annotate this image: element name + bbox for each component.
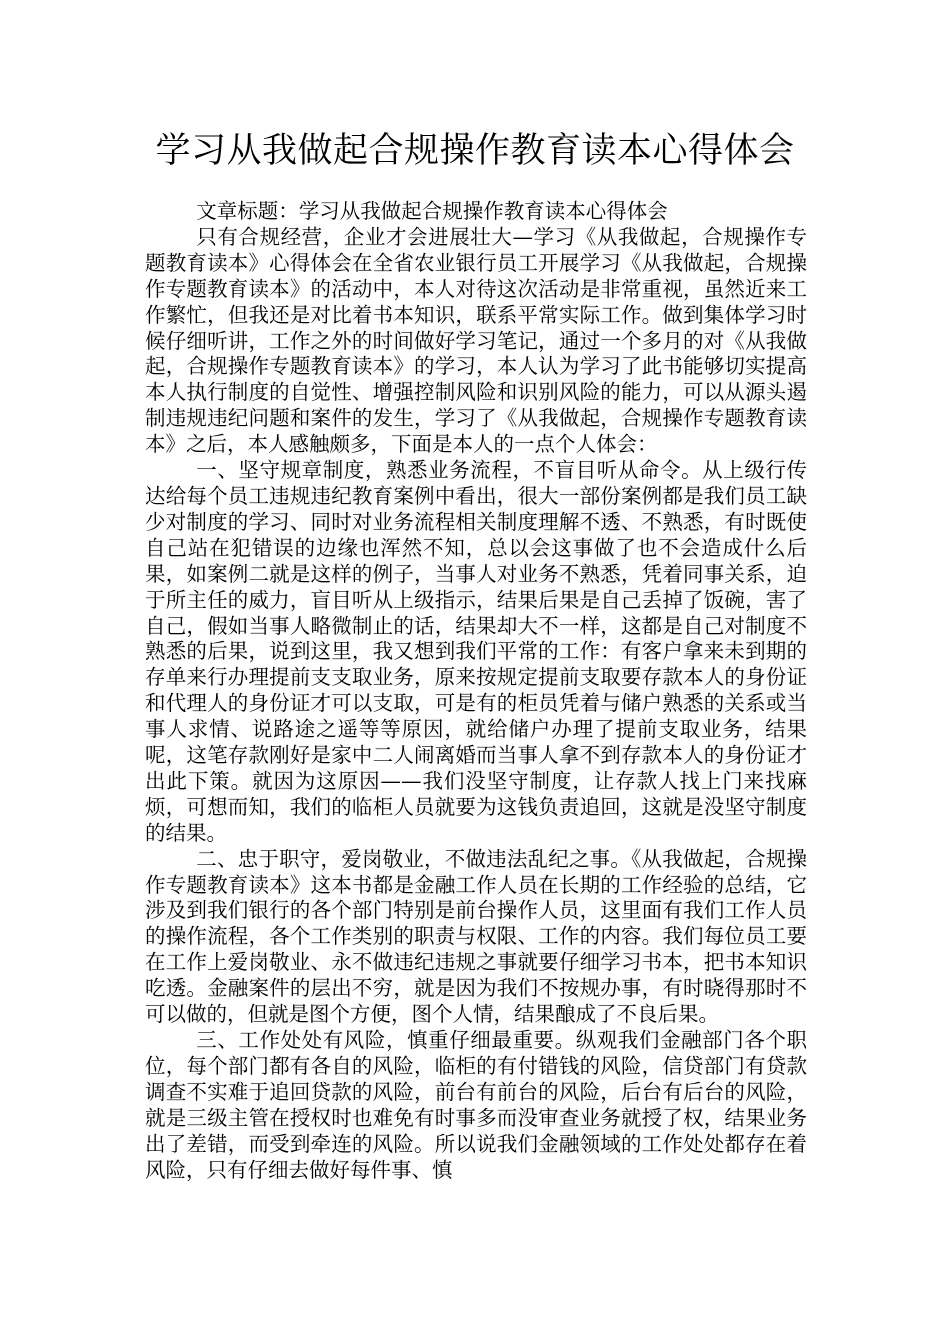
document-title: 学习从我做起合规操作教育读本心得体会 [155, 131, 795, 171]
section-three-paragraph: 三、工作处处有风险，慎重仔细最重要。纵观我们金融部门各个职位，每个部门都有各自的风险，临柜的有付错钱的风险，信贷部门有贷款调查不实难于追回贷款的风险，前台有前台的风险，后台有后台的风险，就是三级主管在授权时也难免有时事多而没审查业务就授了权，结果业务出了差错，而受到牵连的风险。所以说我们金融领域的工作处处都存在着风险，只有仔细去做好每件事、慎 [145, 1028, 807, 1182]
document-body [145, 199, 807, 1183]
intro-paragraph: 只有合规经营，企业才会进展壮大—学习《从我做起，合规操作专题教育读本》心得体会在全省农业银行员工开展学习《从我做起，合规操作专题教育读本》的活动中，本人对待这次活动是非常重视，虽然近来工作繁忙，但我还是对比着书本知识，联系平常实际工作。做到集体学习时候仔细听讲，工作之外的时间做好学习笔记，通过一个多月的对《从我做起，合规操作专题教育读本》的学习，本人认为学习了此书能够切实提高本人执行制度的自觉性、增强控制风险和识别风险的能力，可以从源头遏制违规违纪问题和案件的发生，学习了《从我做起，合规操作专题教育读本》之后，本人感触颇多，下面是本人的一点个人体会： [145, 224, 807, 457]
section-one-paragraph: 一、坚守规章制度，熟悉业务流程，不盲目听从命令。从上级行传达给每个员工违规违纪教育案例中看出，很大一部份案例都是我们员工缺少对制度的学习、同时对业务流程相关制度理解不透、不熟悉，有时既使自己站在犯错误的边缘也浑然不知，总以会这事做了也不会造成什么后果，如案例二就是这样的例子，当事人对业务不熟悉，凭着同事关系，迫于所主任的威力，盲目听从上级指示，结果后果是自己丢掉了饭碗，害了自己，假如当事人略微制止的话，结果却大不一样，这都是自己对制度不熟悉的后果，说到这里，我又想到我们平常的工作：有客户拿来未到期的存单来行办理提前支支取业务，原来按规定提前支取要存款本人的身份证和代理人的身份证才可以支取，可是有的柜员凭着与储户熟悉的关系或当事人求情、说路途之遥等等原因，就给储户办理了提前支取业务，结果呢，这笔存款刚好是家中二人闹离婚而当事人拿不到存款本人的身份证才出此下策。就因为这原因——我们没坚守制度，让存款人找上门来找麻烦，可想而知，我们的临柜人员就要为这钱负责追回，这就是没坚守制度的结果。 [145, 458, 807, 845]
article-title-line: 文章标题：学习从我做起合规操作教育读本心得体会 [196, 199, 668, 223]
section-two-paragraph: 二、忠于职守，爱岗敬业，不做违法乱纪之事。《从我做起，合规操作专题教育读本》这本书都是金融工作人员在长期的工作经验的总结，它涉及到我们银行的各个部门特别是前台操作人员，这里面有我们工作人员的操作流程，各个工作类别的职责与权限、工作的内容。我们每位员工要在工作上爱岗敬业、永不做违纪违规之事就要仔细学习书本，把书本知识吃透。金融案件的层出不穷，就是因为我们不按规办事，有时晓得那时不可以做的，但就是图个方便，图个人情，结果酿成了不良后果。 [145, 846, 807, 1027]
